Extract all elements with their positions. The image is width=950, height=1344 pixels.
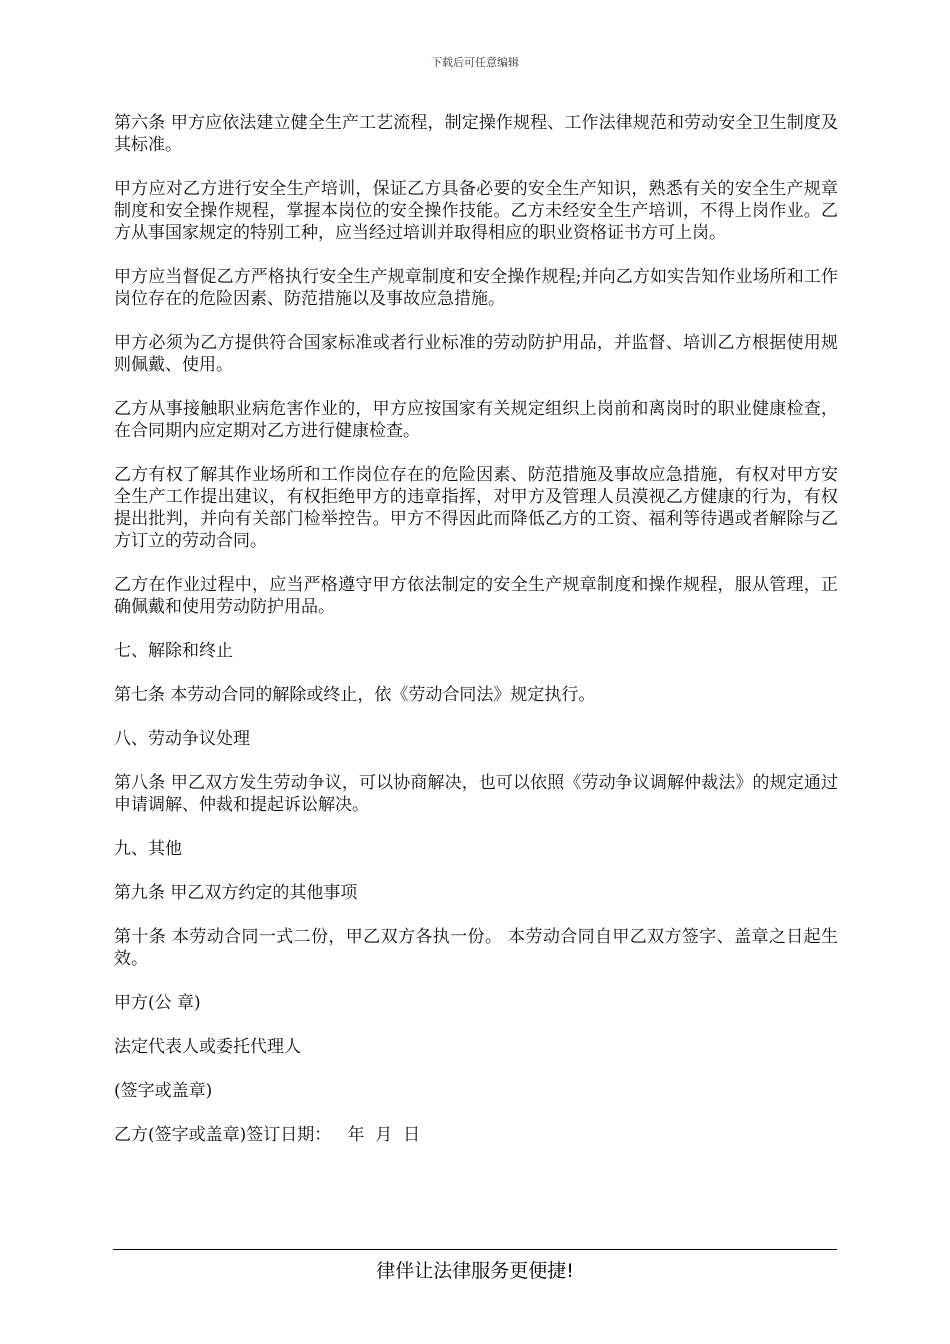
- party-a-seal-line: 甲方(公 章): [114, 993, 201, 1013]
- employee-duty-paragraph: 乙方在作业过程中，应当严格遵守甲方依法制定的安全生产规章制度和操作规程，服从管理，正确佩戴和使用劳动防护用品。: [114, 575, 838, 617]
- section-8-heading: 八、劳动争议处理: [114, 729, 250, 749]
- header-note: 下载后可任意编辑: [431, 56, 519, 69]
- section-7-heading: 七、解除和终止: [114, 641, 233, 661]
- article-6-paragraph: 第六条 甲方应依法建立健全生产工艺流程，制定操作规程、工作法律规范和劳动安全卫生制度及其标准。: [114, 113, 838, 155]
- article-9-paragraph: 第九条 甲乙双方约定的其他事项: [114, 883, 358, 903]
- safety-training-paragraph: 甲方应对乙方进行安全生产培训，保证乙方具备必要的安全生产知识，熟悉有关的安全生产规章制度和安全操作规程，掌握本岗位的安全操作技能。乙方未经安全生产培训，不得上岗作业。乙方从事国家规定的特别工种，应当经过培训并取得相应的职业资格证书方可上岗。: [114, 179, 838, 243]
- article-8-paragraph: 第八条 甲乙双方发生劳动争议，可以协商解决，也可以依照《劳动争议调解仲裁法》的规定通过申请调解、仲裁和提起诉讼解决。: [114, 773, 838, 815]
- article-7-paragraph: 第七条 本劳动合同的解除或终止，依《劳动合同法》规定执行。: [114, 685, 596, 705]
- footer-slogan: 律伴让法律服务更便捷!: [376, 1260, 574, 1282]
- health-check-paragraph: 乙方从事接触职业病危害作业的，甲方应按国家有关规定组织上岗前和离岗时的职业健康检查，在合同期内应定期对乙方进行健康检查。: [114, 399, 838, 441]
- document-body: [114, 112, 838, 1168]
- legal-representative-line: 法定代表人或委托代理人: [114, 1037, 301, 1057]
- article-10-paragraph: 第十条 本劳动合同一式二份，甲乙双方各执一份。 本劳动合同自甲乙双方签字、盖章之日起生效。: [114, 927, 838, 969]
- section-9-heading: 九、其他: [114, 839, 182, 859]
- employee-rights-paragraph: 乙方有权了解其作业场所和工作岗位存在的危险因素、防范措施及事故应急措施，有权对甲方安全生产工作提出建议，有权拒绝甲方的违章指挥，对甲方及管理人员漠视乙方健康的行为，有权提出批判，并向有关部门检举控告。甲方不得因此而降低乙方的工资、福利等待遇或者解除与乙方订立的劳动合同。: [114, 465, 838, 551]
- supervision-paragraph: 甲方应当督促乙方严格执行安全生产规章制度和安全操作规程;并向乙方如实告知作业场所和工作岗位存在的危险因素、防范措施以及事故应急措施。: [114, 267, 838, 309]
- protective-equipment-paragraph: 甲方必须为乙方提供符合国家标准或者行业标准的劳动防护用品，并监督、培训乙方根据使用规则佩戴、使用。: [114, 333, 838, 375]
- footer-divider: [113, 1249, 837, 1250]
- signature-line: (签字或盖章): [114, 1081, 213, 1101]
- party-b-signing-date-line: 乙方(签字或盖章)签订日期： 年 月 日: [114, 1125, 421, 1145]
